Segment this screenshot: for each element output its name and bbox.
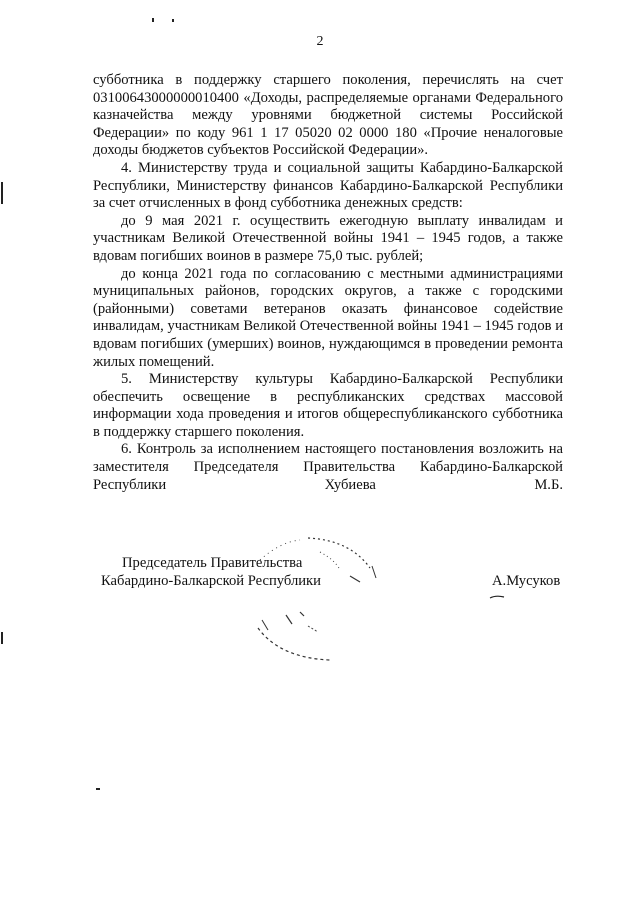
signatory-name: А.Мусуков	[492, 573, 561, 589]
official-stamp	[200, 520, 400, 670]
scan-mark	[96, 788, 100, 790]
document-body	[93, 72, 563, 494]
paragraph-continuation: субботника в поддержку старшего поколения, перечислять на счет 03100643000000010400 «Доходы, распределяемые органами Федерального казначейства между уровнями бюджетной системы Российской Федерации» по коду 961 1 17 05020 02 0000 180 «Прочие неналоговые доходы бюджетов субъектов Российской Федерации».	[93, 72, 563, 159]
signature-mark	[488, 590, 508, 602]
signatory-title-line2: Кабардино-Балкарской Республики	[101, 573, 321, 589]
scan-mark	[172, 19, 174, 22]
paragraph-item-5: 5. Министерству культуры Кабардино-Балкарской Республики обеспечить освещение в республиканских средствах массовой информации хода проведения и итогов общереспубликанского субботника в поддержку старшего поколения.	[93, 371, 563, 440]
page-number: 2	[316, 34, 324, 49]
paragraph-item-4: 4. Министерству труда и социальной защиты Кабардино-Балкарской Республики, Министерству финансов Кабардино-Балкарской Республики за счет отчисленных в фонд субботника денежных средств:	[93, 159, 563, 212]
scan-mark	[152, 18, 154, 22]
paragraph-item-4-sub-1: до 9 мая 2021 г. осуществить ежегодную выплату инвалидам и участникам Великой Отечественной войны 1941 – 1945 годов, а также вдовам погибших воинов в размере 75,0 тыс. рублей;	[93, 212, 563, 264]
scan-mark	[1, 632, 3, 644]
paragraph-item-4-sub-2: до конца 2021 года по согласованию с местными администрациями муниципальных районов, городских округов, а также с городскими (районными) советами ветеранов оказать финансовое содействие инвалидам, участникам Великой Отечественной войны 1941 – 1945 годов и вдовам погибших (умерших) воинов, нуждающимся в проведении ремонта жилых помещений.	[93, 265, 563, 370]
signatory-title-line1: Председатель Правительства	[122, 555, 303, 571]
paragraph-item-6: 6. Контроль за исполнением настоящего постановления возложить на заместителя Председателя Правительства Кабардино-Балкарской Республики Хубиева М.Б.	[93, 441, 563, 493]
scan-mark	[1, 182, 3, 204]
